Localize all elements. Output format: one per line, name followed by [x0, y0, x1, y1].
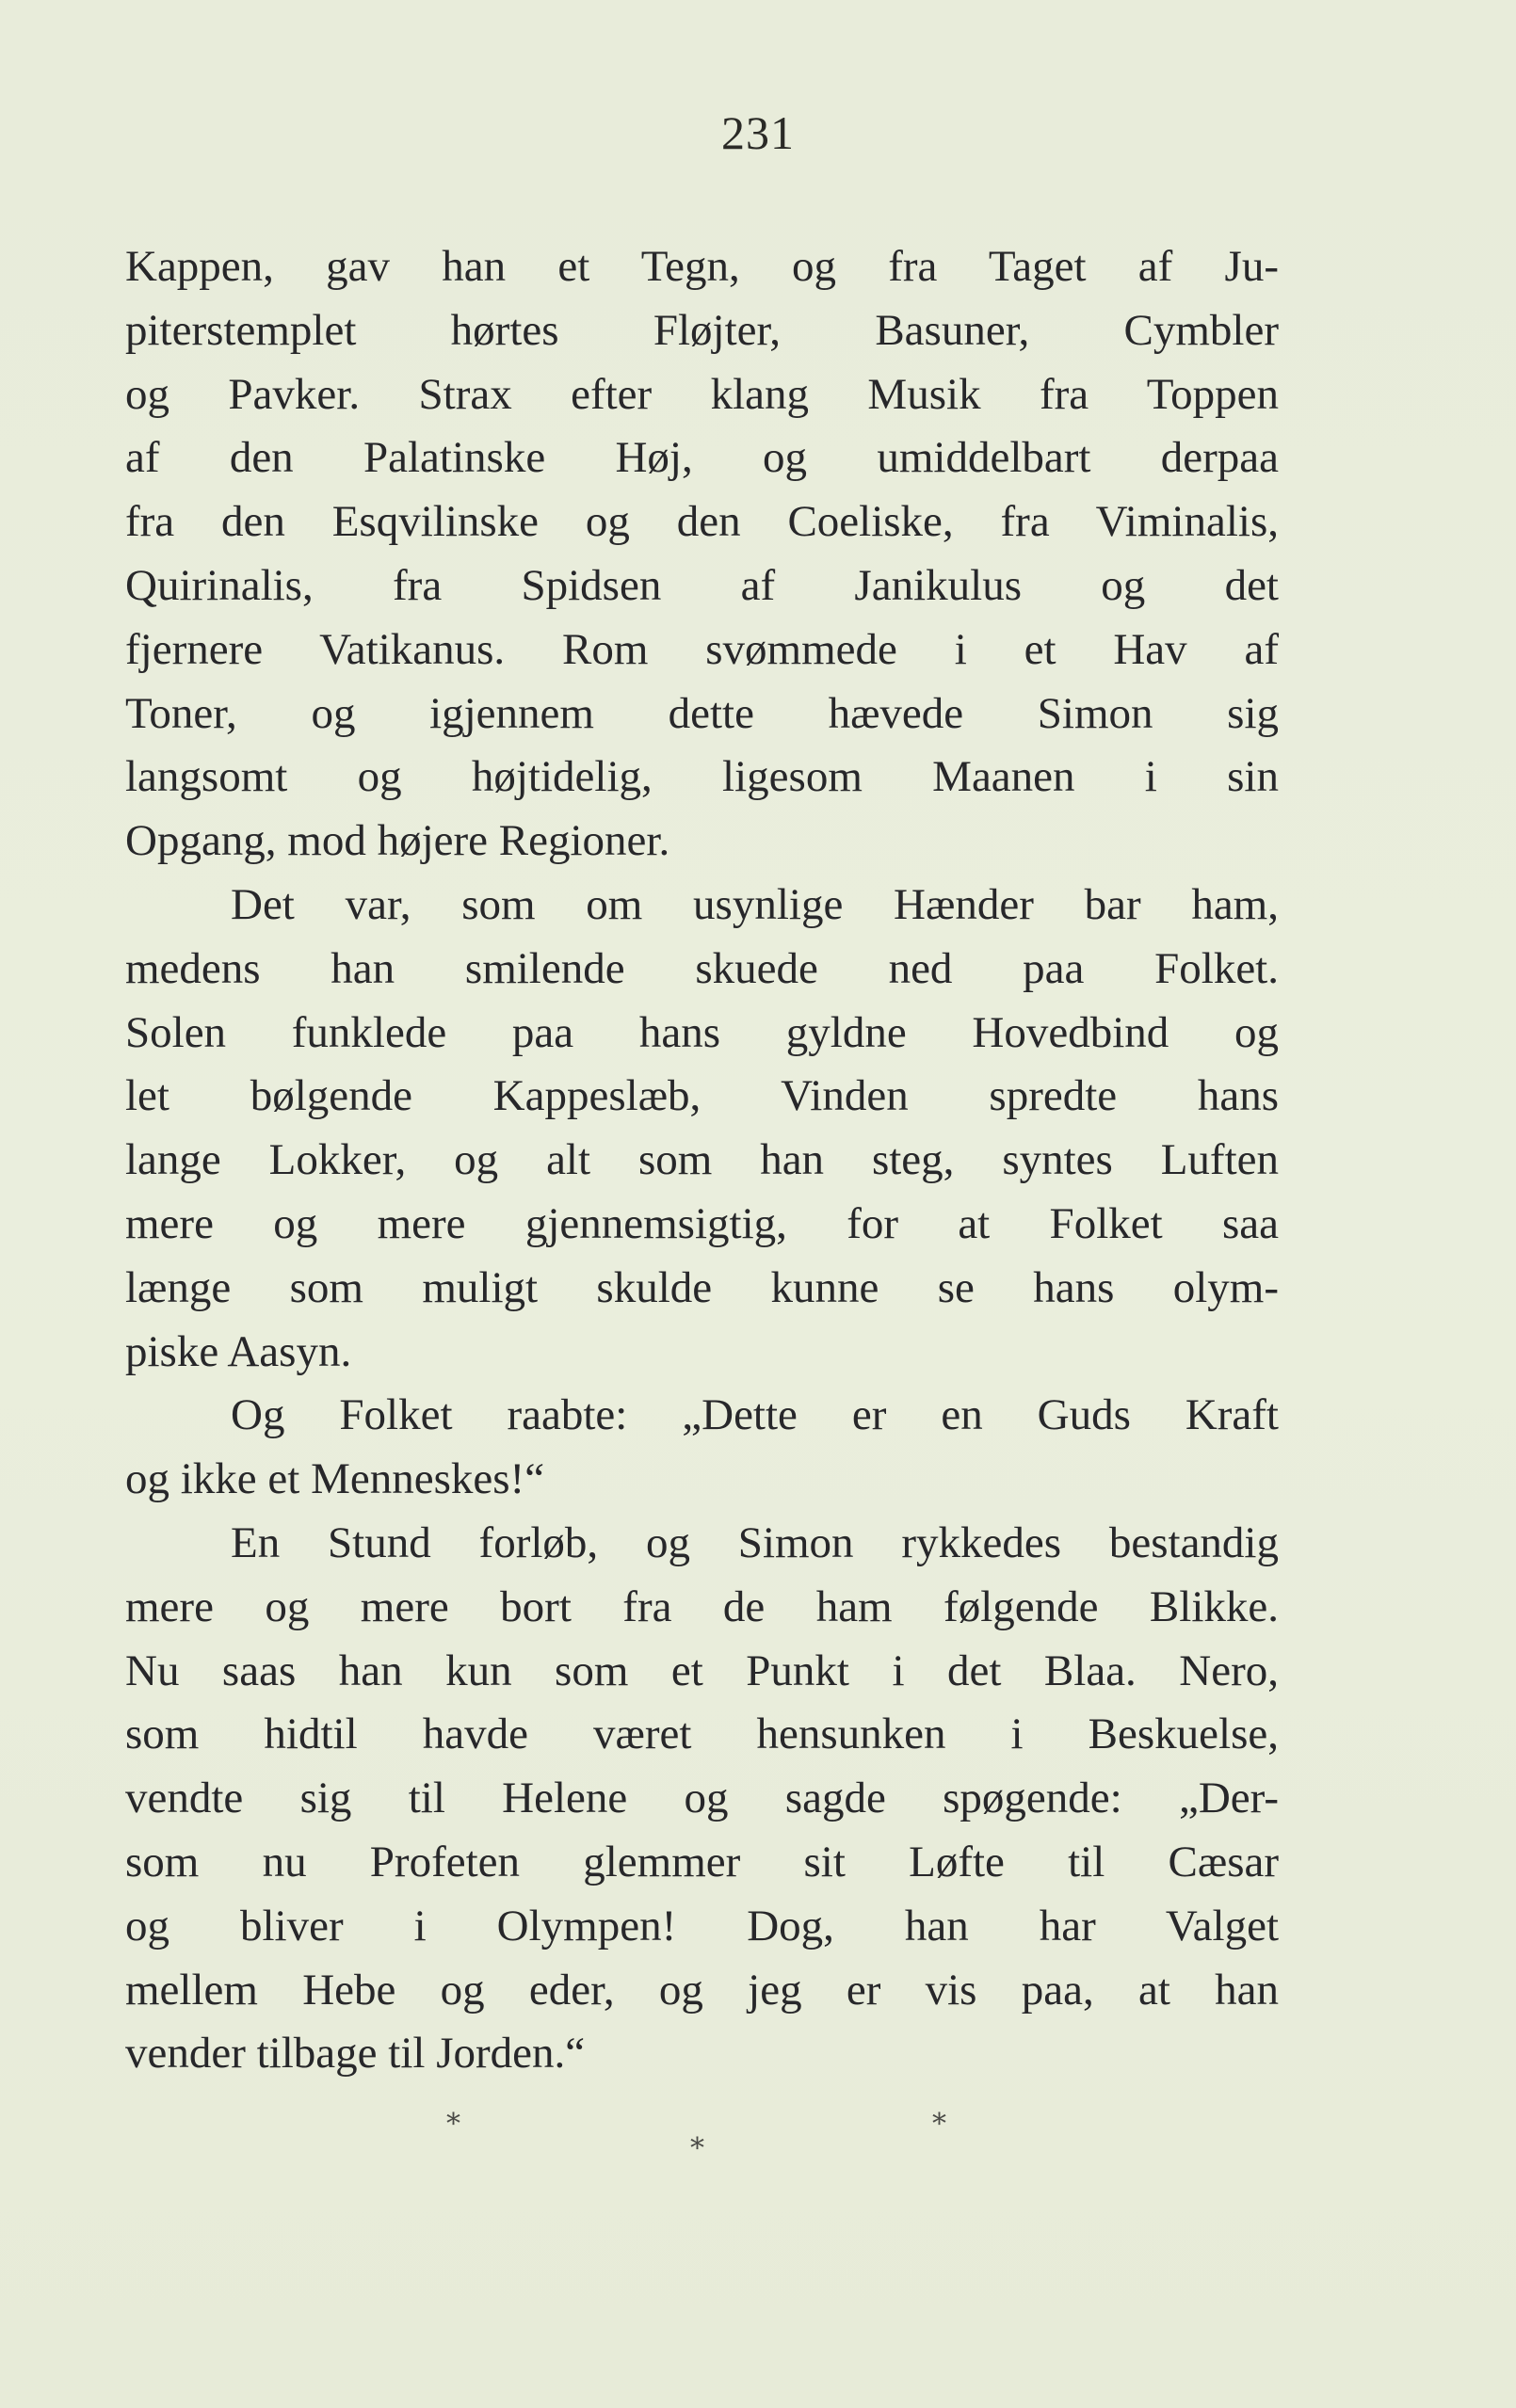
text-line: mere og mere bort fra de ham følgende Blikke.	[125, 1581, 1279, 1631]
text-line: Toner, og igjennem dette hævede Simon sig	[125, 688, 1279, 738]
text-line: Solen funklede paa hans gyldne Hovedbind og	[125, 1007, 1279, 1057]
text-line: Opgang, mod højere Regioner.	[125, 816, 670, 866]
text-line: som nu Profeten glemmer sit Løfte til Cæsar	[125, 1837, 1279, 1886]
text-line: og Pavker. Strax efter klang Musik fra Toppen	[125, 369, 1279, 419]
asterisk-icon: *	[932, 2108, 946, 2141]
asterisk-icon: *	[690, 2132, 704, 2165]
text-line: langsomt og højtidelig, ligesom Maanen i sin	[125, 752, 1279, 802]
text-line: af den Palatinske Høj, og umiddelbart derpaa	[125, 433, 1279, 483]
text-line: Quirinalis, fra Spidsen af Janikulus og det	[125, 560, 1279, 610]
text-line: mere og mere gjennemsigtig, for at Folket saa	[125, 1198, 1279, 1248]
text-line: som hidtil havde været hensunken i Beskuelse,	[125, 1710, 1279, 1759]
text-line: mellem Hebe og eder, og jeg er vis paa, at han	[125, 1965, 1279, 2015]
text-line: længe som muligt skulde kunne se hans olym-	[125, 1262, 1279, 1312]
text-line: vender tilbage til Jorden.“	[125, 2029, 586, 2079]
text-line: Kappen, gav han et Tegn, og fra Taget af Ju-	[125, 242, 1279, 291]
text-line: medens han smilende skuede ned paa Folket.	[125, 943, 1279, 993]
text-line: fra den Esqvilinske og den Coeliske, fra Viminalis,	[125, 497, 1279, 547]
text-line: let bølgende Kappeslæb, Vinden spredte hans	[125, 1071, 1279, 1121]
text-line: piske Aasyn.	[125, 1326, 352, 1376]
text-line: En Stund forløb, og Simon rykkedes bestandig	[231, 1517, 1279, 1567]
text-line: Nu saas han kun som et Punkt i det Blaa. Nero,	[125, 1645, 1279, 1695]
text-line: og ikke et Menneskes!“	[125, 1454, 545, 1504]
text-line: fjernere Vatikanus. Rom svømmede i et Hav af	[125, 624, 1279, 674]
text-line: og bliver i Olympen! Dog, han har Valget	[125, 1901, 1279, 1950]
text-line: piterstemplet hørtes Fløjter, Basuner, Cymbler	[125, 305, 1279, 355]
text-line: Det var, som om usynlige Hænder bar ham,	[231, 879, 1279, 929]
body-text	[125, 235, 1279, 2086]
asterisk-icon: *	[446, 2108, 460, 2141]
asterism-divider	[0, 2095, 1516, 2170]
text-line: lange Lokker, og alt som han steg, syntes Luften	[125, 1135, 1279, 1185]
text-line: Og Folket raabte: „Dette er en Guds Kraft	[231, 1390, 1279, 1440]
page-number: 231	[721, 106, 795, 159]
text-line: vendte sig til Helene og sagde spøgende: „Der-	[125, 1774, 1279, 1823]
